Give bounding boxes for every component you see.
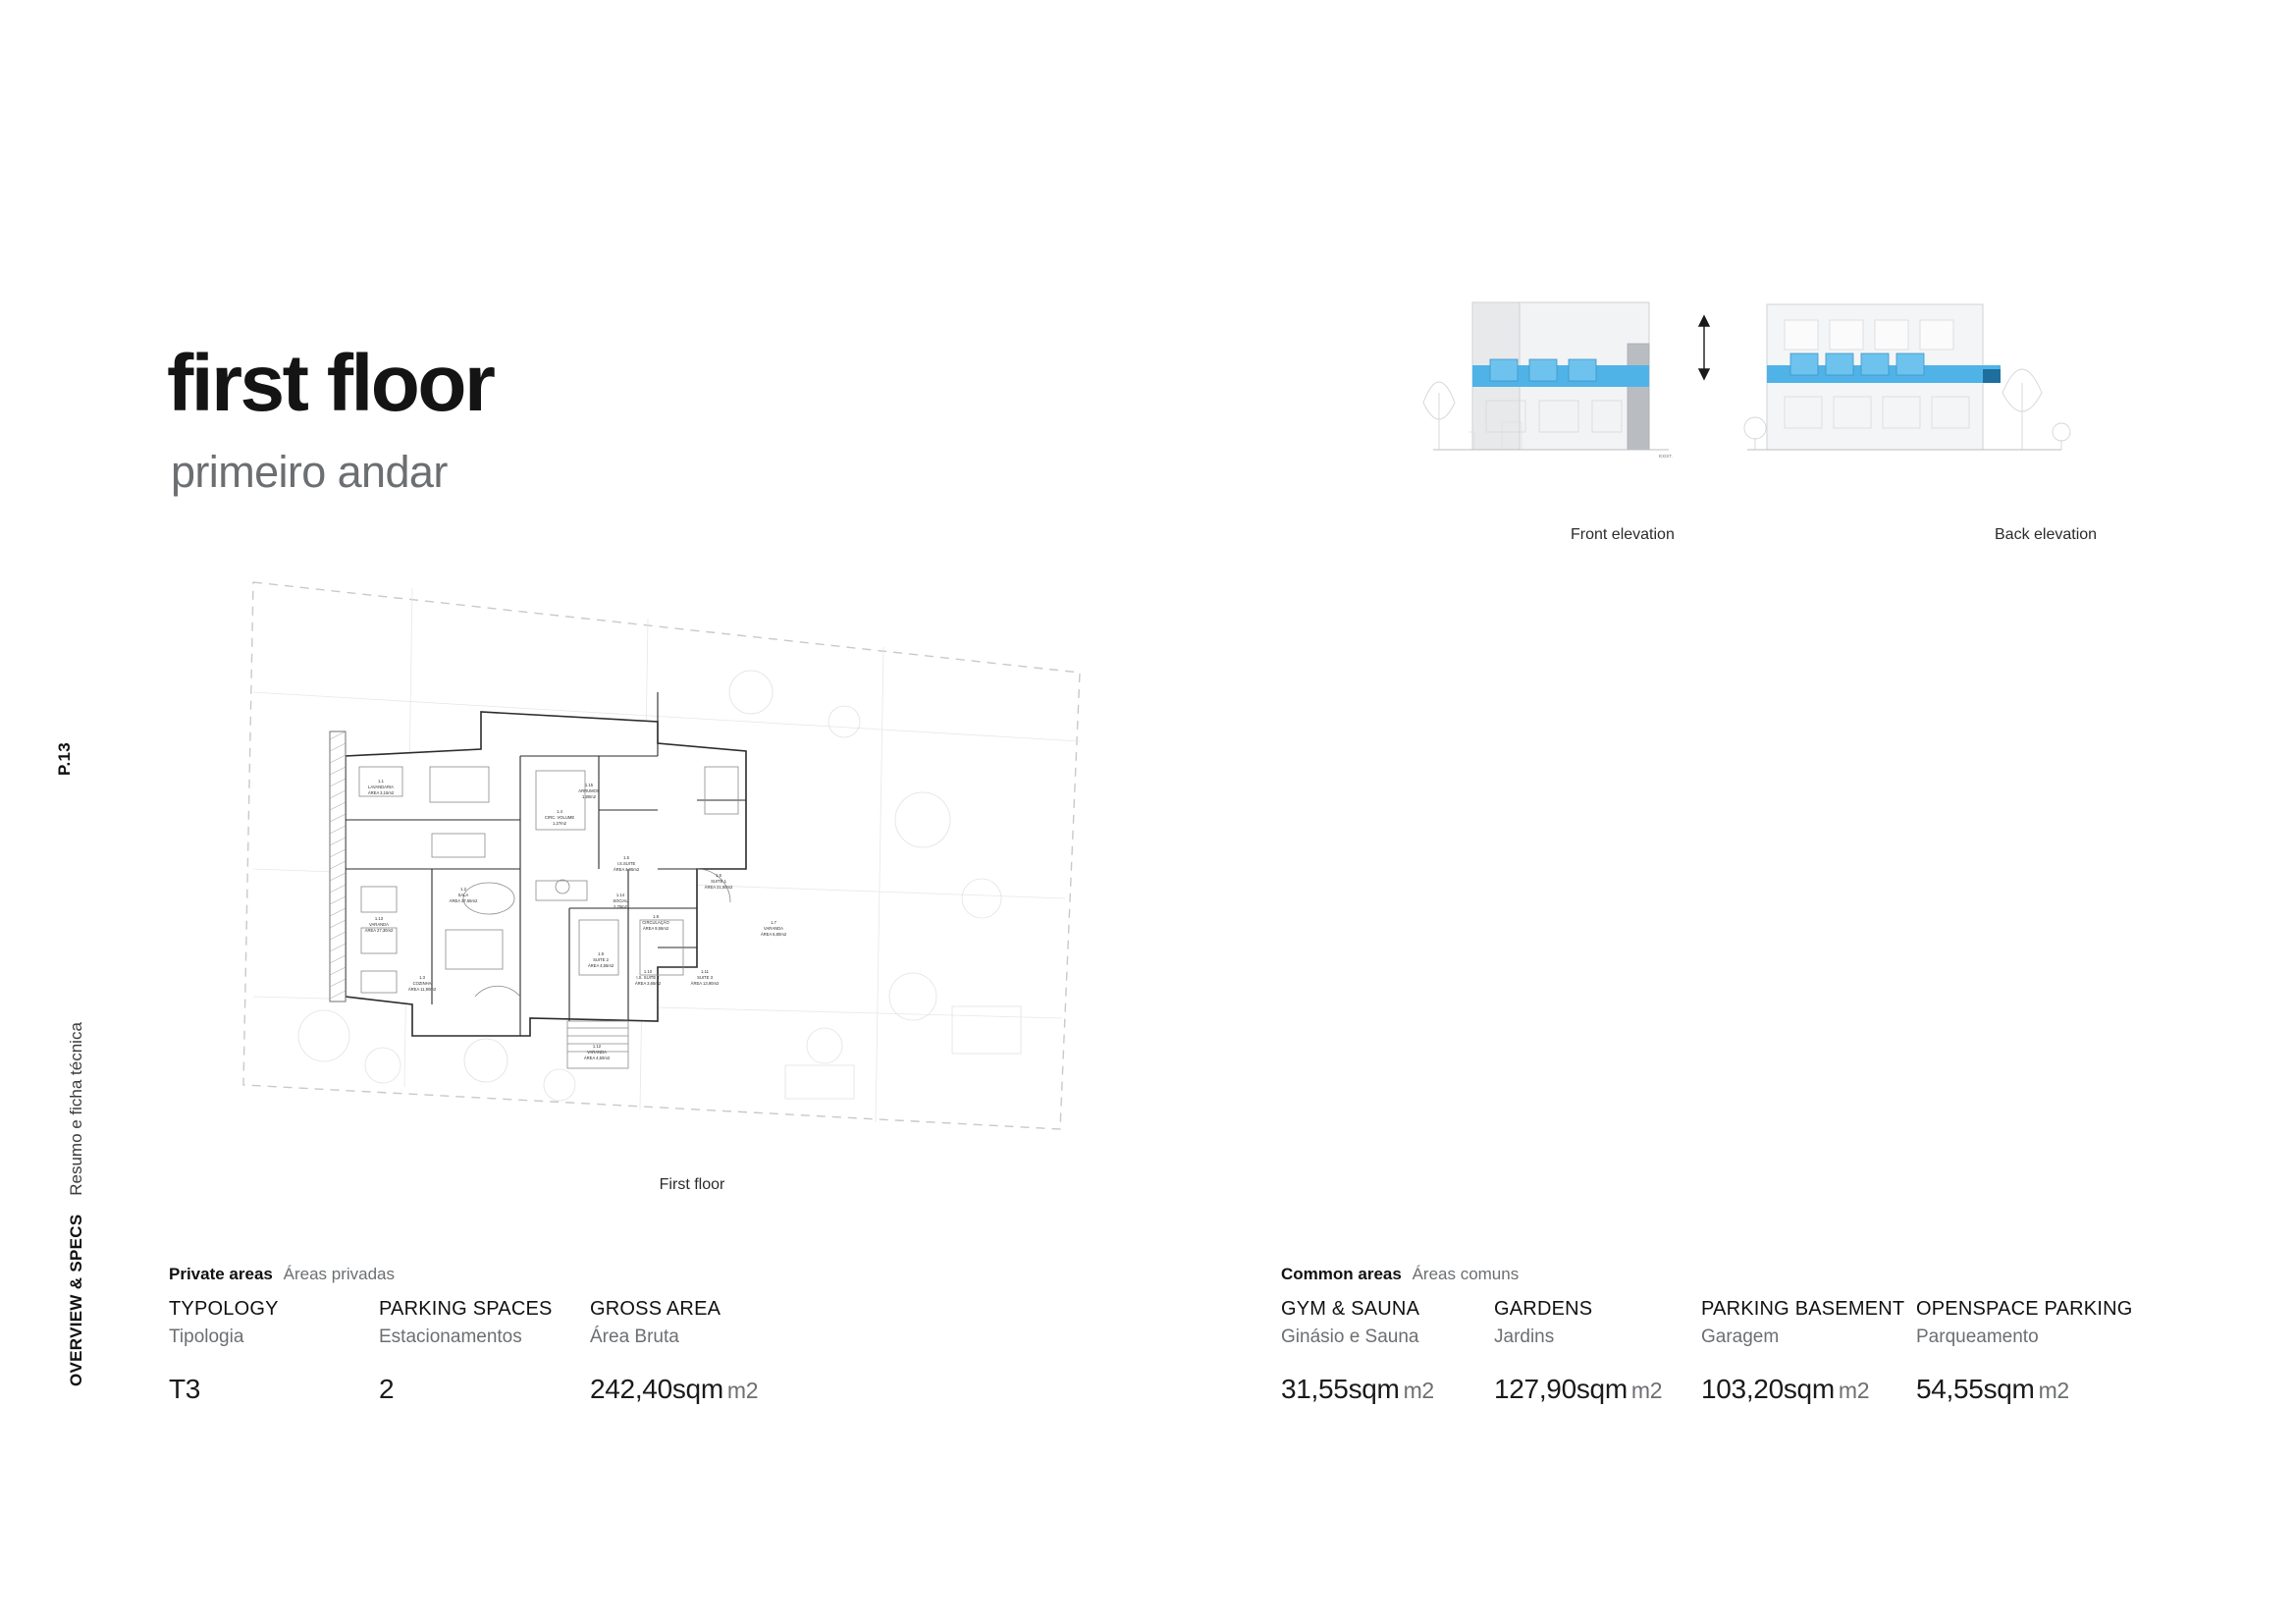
spec-gardens-sub: Jardins (1494, 1326, 1555, 1347)
spec-gym-sauna (1281, 1298, 1487, 1405)
svg-text:VARANDA: VARANDA (764, 926, 783, 931)
back-elevation-caption: Back elevation (1995, 526, 2098, 543)
svg-text:1.2: 1.2 (460, 887, 466, 892)
spec-gross-area-sub: Área Bruta (590, 1326, 679, 1347)
svg-text:I.S.SUITE: I.S.SUITE (616, 861, 636, 866)
svg-text:CIRC. VOLUME: CIRC. VOLUME (544, 815, 575, 820)
svg-text:ÁREA 3,15m2: ÁREA 3,15m2 (367, 790, 395, 795)
spec-parking-basement-value (1701, 1374, 1917, 1405)
svg-text:EXIST.: EXIST. (1659, 454, 1673, 459)
private-areas-heading (169, 1265, 395, 1284)
spec-parking-basement-sub: Garagem (1701, 1326, 1780, 1347)
common-areas-heading-en: Common areas (1281, 1265, 1402, 1283)
spec-gross-area-label: GROSS AREA (590, 1298, 721, 1320)
svg-text:1.1: 1.1 (378, 779, 384, 784)
svg-text:ÁREA 9,55m2: ÁREA 9,55m2 (642, 926, 669, 931)
section-subtitle: Resumo e ficha técnica (67, 1022, 85, 1196)
floor-plan-drawing (236, 574, 1148, 1164)
spec-parking-spaces-value (379, 1374, 575, 1405)
svg-text:ÁREA 11,90m2: ÁREA 11,90m2 (407, 987, 437, 992)
svg-text:COZINHA: COZINHA (412, 981, 432, 986)
svg-text:1.13: 1.13 (374, 916, 384, 921)
svg-text:2,70m2: 2,70m2 (614, 904, 627, 909)
spec-parking-spaces (379, 1298, 575, 1405)
svg-text:ÁREA 37,55m2: ÁREA 37,55m2 (449, 898, 478, 903)
svg-text:ÁREA 4,95m2: ÁREA 4,95m2 (613, 867, 640, 872)
svg-text:ÁREA 27,30m2: ÁREA 27,30m2 (364, 928, 394, 933)
spec-openspace-parking-number: 54,55sqm (1916, 1374, 2035, 1404)
svg-text:SUITE 2: SUITE 2 (593, 957, 609, 962)
spec-gross-area-number: 242,40sqm (590, 1374, 723, 1404)
svg-text:SALA: SALA (457, 893, 469, 897)
spec-parking-spaces-sub: Estacionamentos (379, 1326, 522, 1347)
svg-text:1.4: 1.4 (557, 809, 562, 814)
svg-text:1,80m2: 1,80m2 (582, 794, 596, 799)
spec-openspace-parking (1916, 1298, 2152, 1405)
spec-typology-value (169, 1374, 365, 1405)
page-number: P.13 (55, 742, 74, 776)
svg-text:LAVANDARIA: LAVANDARIA (368, 785, 394, 789)
spec-parking-spaces-label: PARKING SPACES (379, 1298, 553, 1320)
spec-gym-sauna-number: 31,55sqm (1281, 1374, 1400, 1404)
svg-text:1.6: 1.6 (716, 873, 721, 878)
spec-typology-label: TYPOLOGY (169, 1298, 279, 1320)
left-rail (51, 0, 110, 1624)
spec-typology (169, 1298, 365, 1405)
spec-gardens (1494, 1298, 1700, 1405)
spec-openspace-parking-unit: m2 (2038, 1378, 2069, 1403)
svg-text:ARRUMOS: ARRUMOS (578, 788, 600, 793)
spec-gardens-unit: m2 (1630, 1378, 1663, 1403)
spec-gym-sauna-sub: Ginásio e Sauna (1281, 1326, 1419, 1347)
spec-parking-basement-unit: m2 (1838, 1378, 1870, 1403)
svg-text:SOCIAL: SOCIAL (613, 898, 628, 903)
elevations-drawing (1374, 275, 2160, 520)
svg-text:SUITE 1: SUITE 1 (711, 879, 726, 884)
spec-gross-area-unit: m2 (726, 1378, 759, 1403)
svg-text:ÁREA 21,50m2: ÁREA 21,50m2 (704, 885, 733, 890)
spec-openspace-parking-sub: Parqueamento (1916, 1326, 2039, 1347)
spec-parking-basement-number: 103,20sqm (1701, 1374, 1835, 1404)
spec-gardens-number: 127,90sqm (1494, 1374, 1628, 1404)
spec-typology-number: T3 (169, 1374, 201, 1404)
svg-text:ÁREA 4,55m2: ÁREA 4,55m2 (587, 963, 614, 968)
section-label (67, 1022, 86, 1386)
svg-text:1.10: 1.10 (643, 969, 653, 974)
spec-gross-area (590, 1298, 826, 1405)
svg-text:1.9: 1.9 (598, 951, 604, 956)
svg-text:1.15: 1.15 (584, 783, 594, 787)
floor-plan-caption: First floor (659, 1176, 725, 1193)
private-areas-heading-en: Private areas (169, 1265, 273, 1283)
svg-text:1.12: 1.12 (592, 1044, 602, 1049)
common-areas-heading-pt: Áreas comuns (1412, 1265, 1520, 1283)
svg-text:1.8: 1.8 (653, 914, 659, 919)
page-title: first floor (167, 339, 494, 428)
svg-text:1.5: 1.5 (623, 855, 629, 860)
svg-text:I.S. SUITE 2: I.S. SUITE 2 (636, 975, 660, 980)
common-areas-heading (1281, 1265, 1519, 1284)
svg-text:1.14: 1.14 (615, 893, 625, 897)
svg-text:VARANDA: VARANDA (369, 922, 389, 927)
svg-text:ÁREA 4,50m2: ÁREA 4,50m2 (583, 1056, 611, 1060)
spec-gross-area-value (590, 1374, 826, 1405)
svg-text:ÁREA 6,80m2: ÁREA 6,80m2 (760, 932, 787, 937)
spec-gym-sauna-value (1281, 1374, 1487, 1405)
svg-text:1.7: 1.7 (771, 920, 776, 925)
svg-text:CIRCULAÇÃO: CIRCULAÇÃO (642, 920, 669, 925)
svg-text:VARANDA: VARANDA (587, 1050, 607, 1055)
svg-text:1.3: 1.3 (419, 975, 425, 980)
front-elevation-caption: Front elevation (1571, 526, 1675, 543)
page-subtitle: primeiro andar (171, 447, 448, 497)
private-areas-heading-pt: Áreas privadas (283, 1265, 395, 1283)
spec-parking-basement (1701, 1298, 1917, 1405)
section-title: OVERVIEW & SPECS (67, 1214, 85, 1386)
svg-text:1,27m2: 1,27m2 (553, 821, 566, 826)
spec-openspace-parking-label: OPENSPACE PARKING (1916, 1298, 2133, 1320)
spec-gardens-value (1494, 1374, 1700, 1405)
spec-openspace-parking-value (1916, 1374, 2152, 1405)
spec-gym-sauna-unit: m2 (1403, 1378, 1434, 1403)
svg-text:SUITE 3: SUITE 3 (697, 975, 713, 980)
spec-parking-spaces-number: 2 (379, 1374, 395, 1404)
spec-gardens-label: GARDENS (1494, 1298, 1593, 1320)
svg-text:1.11: 1.11 (701, 969, 709, 974)
spec-typology-sub: Tipologia (169, 1326, 244, 1347)
spec-gym-sauna-label: GYM & SAUNA (1281, 1298, 1420, 1320)
svg-text:ÁREA 3,65m2: ÁREA 3,65m2 (634, 981, 662, 986)
svg-text:ÁREA 13,90m2: ÁREA 13,90m2 (690, 981, 720, 986)
spec-parking-basement-label: PARKING BASEMENT (1701, 1298, 1905, 1320)
